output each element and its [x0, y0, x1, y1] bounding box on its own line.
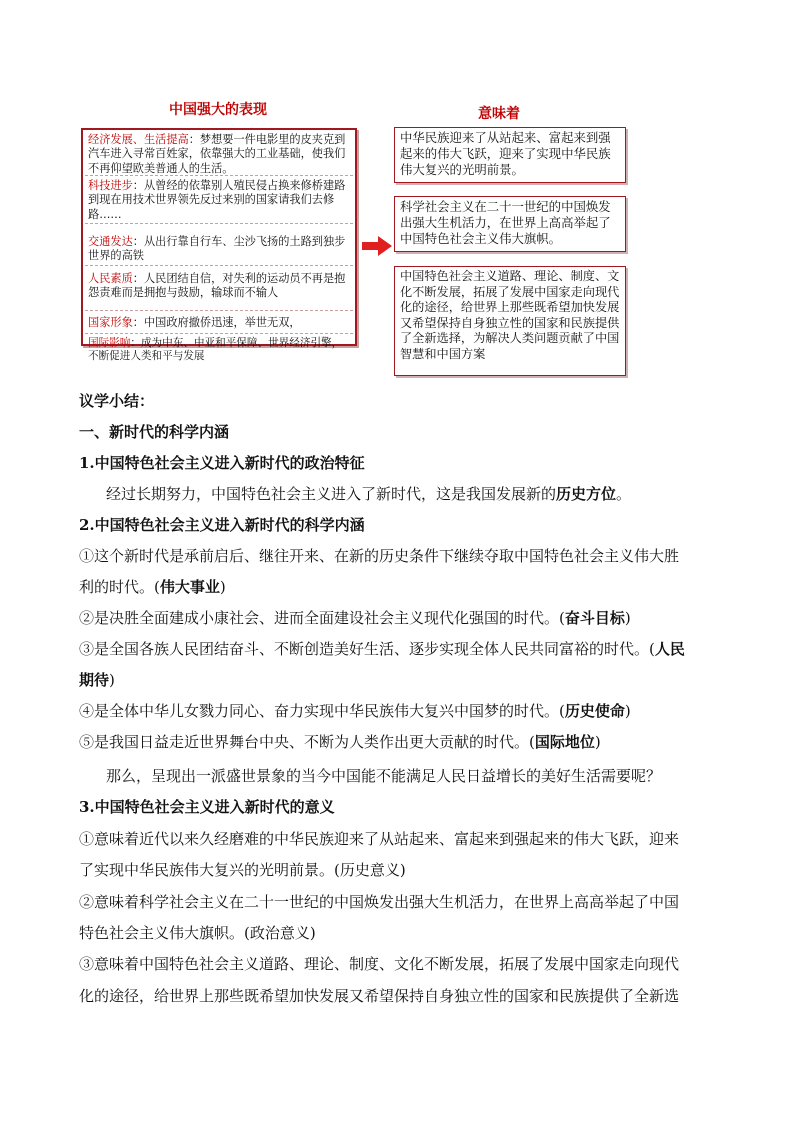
list-item	[85, 336, 353, 366]
list-item-3-line-1	[79, 639, 685, 659]
punctuation: )	[219, 578, 226, 596]
list-item-1-line-2	[79, 577, 226, 597]
punctuation: )	[624, 702, 631, 720]
item-text: ：成为中东、中亚和平保障、世界经济引擎，不断促进人类和平与发展	[88, 337, 343, 362]
item-label: 人民素质	[88, 272, 133, 285]
item-label: 交通发达	[88, 235, 133, 248]
item-label: 国家形象	[88, 316, 133, 329]
keyword: 期待	[79, 671, 110, 689]
meaning-box-1: 中华民族迎来了从站起来、富起来到强起来的伟大飞跃，迎来了实现中华民族伟大复兴的光明前景。	[394, 127, 626, 183]
subheading-2: 2.中国特色社会主义进入新时代的科学内涵	[79, 516, 365, 534]
right-figure-title: 意味着	[478, 106, 520, 122]
list-text: ②是决胜全面建成小康社会、进而全面建设社会主义现代化强国的时代。(	[79, 609, 565, 627]
list-item-3-line-2	[79, 670, 115, 690]
question-paragraph: 那么，呈现出一派盛世景象的当今中国能不能满足人民日益增长的美好生活需要呢？	[106, 767, 662, 785]
punctuation: )	[594, 733, 601, 751]
paragraph-text: 经过长期努力，中国特色社会主义进入了新时代，这是我国发展新的	[106, 485, 557, 503]
keyword: 奋斗目标	[564, 609, 625, 627]
left-panel	[81, 128, 357, 362]
item-text: ：从曾经的依靠别人殖民侵占换来修桥建路到现在用技术世界领先反过来别的国家请我们去修路……	[88, 179, 346, 221]
keyword: 历史方位	[556, 485, 617, 503]
keyword: 人民	[654, 640, 685, 658]
list-text: ④是全体中华儿女戮力同心、奋力实现中华民族伟大复兴中国梦的时代。(	[79, 702, 565, 720]
meaning-3-line-1: ③意味着中国特色社会主义道路、理论、制度、文化不断发展，拓展了发展中国家走向现代	[79, 955, 680, 973]
item-label: 经济发展、生活提高	[88, 133, 189, 146]
left-figure-title: 中国强大的表现	[169, 102, 267, 118]
summary-heading: 议学小结：	[79, 392, 155, 410]
meaning-box-3: 中国特色社会主义道路、理论、制度、文化不断发展，拓展了发展中国家走向现代化的途径，给世界上那些既希望加快发展又希望保持自身独立性的国家和民族提供了全新选择，为解决人类问题贡献了中国智慧和中国方案	[394, 266, 626, 376]
paragraph-1	[106, 484, 631, 504]
keyword: 伟大事业	[159, 578, 220, 596]
list-item	[85, 315, 353, 334]
meaning-2-line-1: ②意味着科学社会主义在二十一世纪的中国焕发出强大生机活力，在世界上高高举起了中国	[79, 893, 680, 911]
keyword: 国际地位	[534, 733, 595, 751]
punctuation: )	[109, 671, 115, 689]
list-item	[85, 234, 353, 266]
item-label: 科技进步	[88, 179, 133, 192]
punctuation: 。	[616, 485, 632, 503]
section-heading: 一、新时代的科学内涵	[79, 423, 230, 441]
item-text: ：从出行靠自行车、尘沙飞扬的土路到独步世界的高铁	[88, 235, 346, 263]
meaning-2-line-2: 特色社会主义伟大旗帜。(政治意义)	[79, 924, 316, 942]
list-item	[85, 132, 353, 176]
list-item-5	[79, 732, 601, 752]
list-text: 利的时代。(	[79, 578, 160, 596]
right-arrow-icon	[362, 236, 392, 256]
list-item-2	[79, 608, 631, 628]
meaning-1-line-1: ①意味着近代以来久经磨难的中华民族迎来了从站起来、富起来到强起来的伟大飞跃，迎来	[79, 830, 680, 848]
meaning-1-line-2: 了实现中华民族伟大复兴的光明前景。(历史意义)	[79, 861, 406, 879]
subheading-1: 1.中国特色社会主义进入新时代的政治特征	[79, 454, 365, 472]
meaning-3-line-2: 化的途径，给世界上那些既希望加快发展又希望保持自身独立性的国家和民族提供了全新选	[79, 987, 680, 1005]
item-text: ：中国政府撤侨迅速，举世无双，	[132, 316, 301, 329]
list-text: ⑤是我国日益走近世界舞台中央、不断为人类作出更大贡献的时代。(	[79, 733, 535, 751]
list-item-1-line-1: ①这个新时代是承前启后、继往开来、在新的历史条件下继续夺取中国特色社会主义伟大胜	[79, 547, 680, 565]
list-text: ③是全国各族人民团结奋斗、不断创造美好生活、逐步实现全体人民共同富裕的时代。(	[79, 640, 655, 658]
punctuation: )	[624, 609, 631, 627]
list-item	[85, 271, 353, 311]
item-text: ：人民团结自信，对失利的运动员不再是抱怨责难而是拥抱与鼓励，输球而不输人	[88, 272, 346, 300]
item-label: 国际影响	[88, 337, 131, 349]
item-text: ：梦想要一件电影里的皮夹克到汽车进入寻常百姓家，依靠强大的工业基础，使我们不再仰望欧美普通人的生活。	[88, 133, 346, 175]
list-item	[85, 178, 353, 224]
meaning-box-2: 科学社会主义在二十一世纪的中国焕发出强大生机活力，在世界上高高举起了中国特色社会主义伟大旗帜。	[394, 196, 626, 252]
subheading-3: 3.中国特色社会主义进入新时代的意义	[79, 798, 335, 816]
list-item-4	[79, 701, 631, 721]
keyword: 历史使命	[564, 702, 625, 720]
